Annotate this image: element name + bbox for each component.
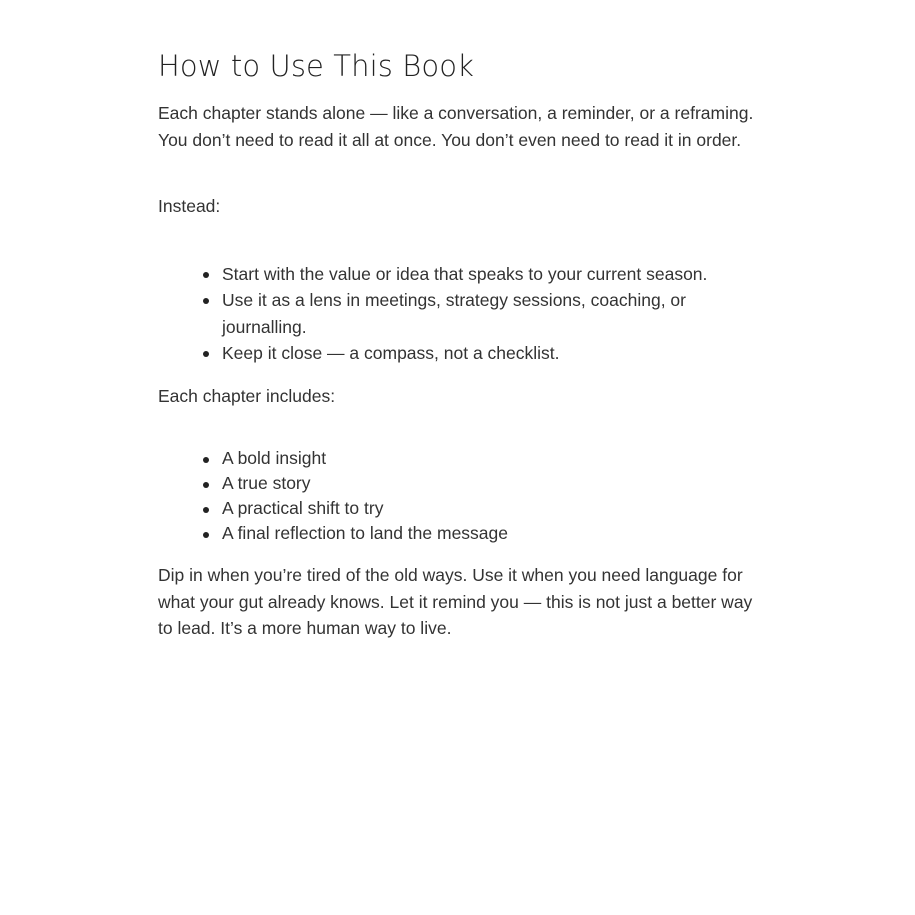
chapter-contents-list <box>158 446 758 546</box>
list-item: A bold insight <box>222 446 758 471</box>
closing-paragraph: Dip in when you’re tired of the old ways. Use it when you need language for what your gut already knows. Let it remind you — this is not just a better way to lead. It’s a more human way to live. <box>158 565 753 638</box>
list-item: Start with the value or idea that speaks to your current season. <box>222 261 758 288</box>
intro-paragraph: Each chapter stands alone — like a conversation, a reminder, or a reframing. You don’t need to read it all at once. You don’t even need to read it in order. <box>158 103 754 150</box>
instead-label: Instead: <box>158 196 221 216</box>
list-item: Use it as a lens in meetings, strategy sessions, coaching, or journalling. <box>222 287 758 340</box>
list-item: A practical shift to try <box>222 496 758 521</box>
page-title: How to Use This Book <box>158 49 474 83</box>
list-item: A final reflection to land the message <box>222 521 758 546</box>
usage-list <box>158 261 758 367</box>
list-item: A true story <box>222 471 758 496</box>
list-item: Keep it close — a compass, not a checklist. <box>222 340 758 367</box>
document-page <box>158 46 758 642</box>
includes-label: Each chapter includes: <box>158 385 336 406</box>
